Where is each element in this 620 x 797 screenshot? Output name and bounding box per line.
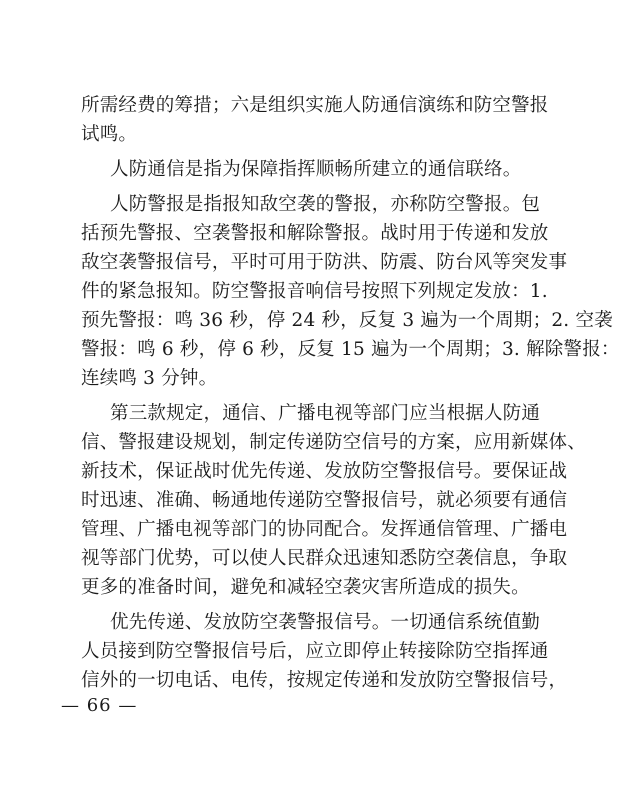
text-line: 件的紧急报知。防空警报音响信号按照下列规定发放：1. (81, 281, 548, 302)
text-line: 警报：鸣 6 秒，停 6 秒，反复 15 遍为一个周期；3. 解除警报： (81, 339, 620, 360)
text-line: 敌空袭警报信号，平时可用于防洪、防震、防台风等突发事 (81, 252, 568, 273)
text-line: 优先传递、发放防空袭警报信号。一切通信系统值勤 (110, 612, 541, 633)
page-number: — 66 — (61, 695, 138, 716)
text-line: 管理、广播电视等部门的协同配合。发挥通信管理、广播电 (81, 519, 568, 540)
text-line: 人员接到防空警报信号后，应立即停止转接除防空指挥通 (81, 641, 549, 662)
text-line: 试鸣。 (81, 124, 138, 145)
text-line: 信外的一切电话、电传，按规定传递和发放防空警报信号， (81, 670, 568, 691)
text-line: 人防通信是指为保障指挥顺畅所建立的通信联络。 (110, 159, 522, 180)
text-line: 括预先警报、空袭警报和解除警报。战时用于传递和发放 (81, 223, 549, 244)
text-line: 视等部门优势，可以使人民群众迅速知悉防空袭信息，争取 (81, 548, 568, 569)
text-line: 更多的准备时间，避免和减轻空袭灾害所造成的损失。 (81, 577, 530, 598)
text-line: 信、警报建设规划，制定传递防空信号的方案，应用新媒体、 (81, 432, 586, 453)
text-line: 预先警报：鸣 36 秒，停 24 秒，反复 3 遍为一个周期；2. 空袭 (81, 310, 613, 331)
text-line: 新技术，保证战时优先传递、发放防空警报信号。要保证战 (81, 461, 568, 482)
text-line: 第三款规定，通信、广播电视等部门应当根据人防通 (110, 403, 541, 424)
text-line: 所需经费的筹措；六是组织实施人防通信演练和防空警报 (81, 95, 549, 116)
text-line: 时迅速、准确、畅通地传递防空警报信号，就必须要有通信 (81, 490, 568, 511)
text-line: 连续鸣 3 分钟。 (81, 368, 218, 389)
text-line: 人防警报是指报知敌空袭的警报，亦称防空警报。包 (110, 194, 541, 215)
